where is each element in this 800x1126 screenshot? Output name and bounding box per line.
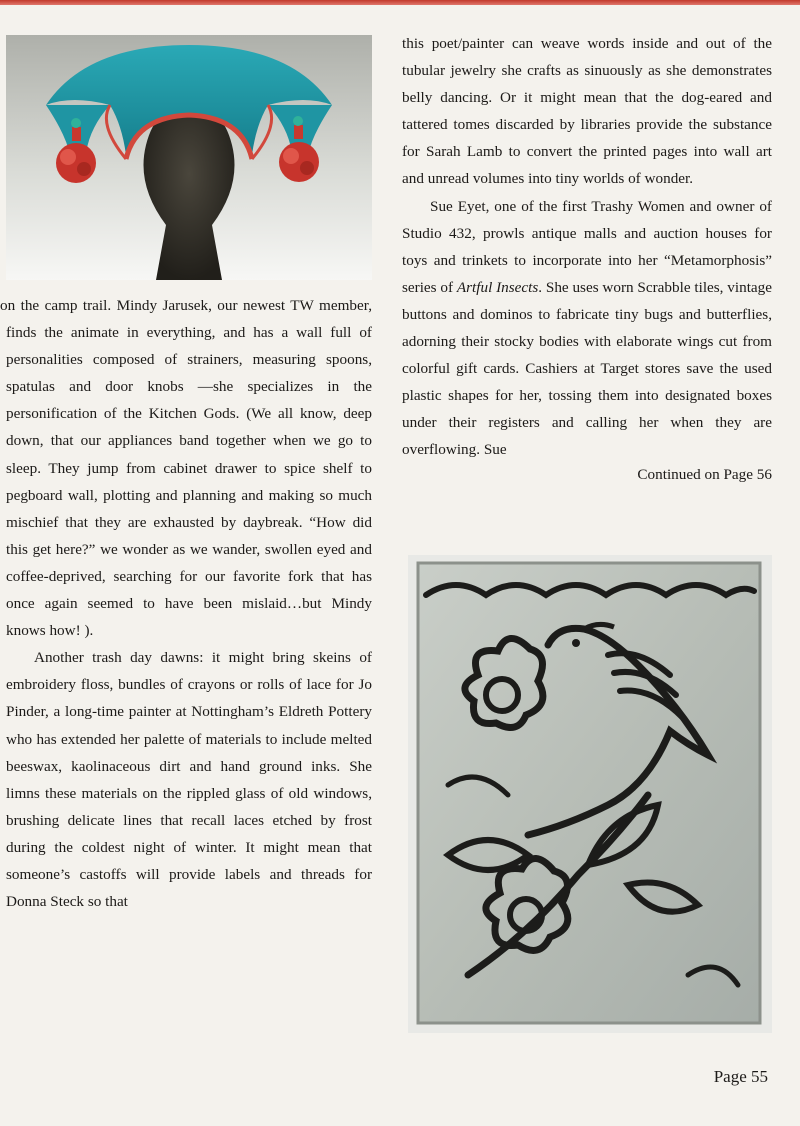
photo-glass-painting bbox=[408, 555, 772, 1033]
series-title: Artful Insects bbox=[456, 278, 539, 296]
left-paragraph-1: on the camp trail. Mindy Jarusek, our newest TW member, finds the animate in everything, and has a wall full of personalities composed of strainers, measuring spoons, spatulas and door knobs —she specializes in the personification of the Kitchen Gods. (We all know, deep down, that our appliances band together when we go to sleep. They jump from cabinet drawer to spice shelf to pegboard wall, plotting and planning and making so much mischief that they are exhausted by daybreak. “How did this get here?” we wonder as we wander, swollen eyed and coffee-deprived, searching for our favorite fork that has once again seemed to have been mislaid…but Mindy knows how! ). bbox=[0, 297, 372, 640]
page-number: Page 55 bbox=[713, 1067, 768, 1086]
right-paragraph-2 bbox=[402, 193, 772, 464]
right-paragraph-1: this poet/painter can weave words inside and out of the tubular jewelry she crafts as sinuously as she demonstrates belly dancing. Or it might mean that the dog-eared and tattered tomes discarded by libraries provide the substance for Sarah Lamb to convert the printed pages into wall art and unread volumes into tiny worlds of wonder. bbox=[402, 35, 772, 188]
left-text-column bbox=[0, 292, 372, 915]
top-accent-rule bbox=[0, 0, 800, 5]
continued-note: Continued on Page 56 bbox=[637, 465, 772, 483]
right-text-column bbox=[402, 30, 772, 486]
right-paragraph-2-end: . She uses worn Scrabble tiles, vintage buttons and dominos to fabricate tiny bugs and butterflies, adorning their stocky bodies with elaborate wings cut from colorful gift cards. Cashiers at Target stores save the used plastic shapes for her, tossing them into designated boxes under their registers and calling her when they are overflowing. Sue bbox=[402, 278, 772, 459]
photo-jester-hat bbox=[6, 35, 372, 280]
right-paragraph-2-start: Sue Eyet, one of the first Trashy Women and owner of Studio 432, prowls antique malls and auction houses for toys and trinkets to incorporate into her “Metamorphosis” series of bbox=[402, 197, 772, 296]
left-paragraph-2: Another trash day dawns: it might bring skeins of embroidery floss, bundles of crayons or rolls of lace for Jo Pinder, a long-time painter at Nottingham’s Eldreth Pottery who has extended her palette of materials to include melted beeswax, kaolinaceous dirt and hand ground inks. She limns these materials on the rippled glass of old windows, brushing delicate lines that recall laces etched by frost during the coldest night of winter. It might mean that someone’s castoffs will provide labels and threads for Donna Steck so that bbox=[6, 649, 372, 911]
